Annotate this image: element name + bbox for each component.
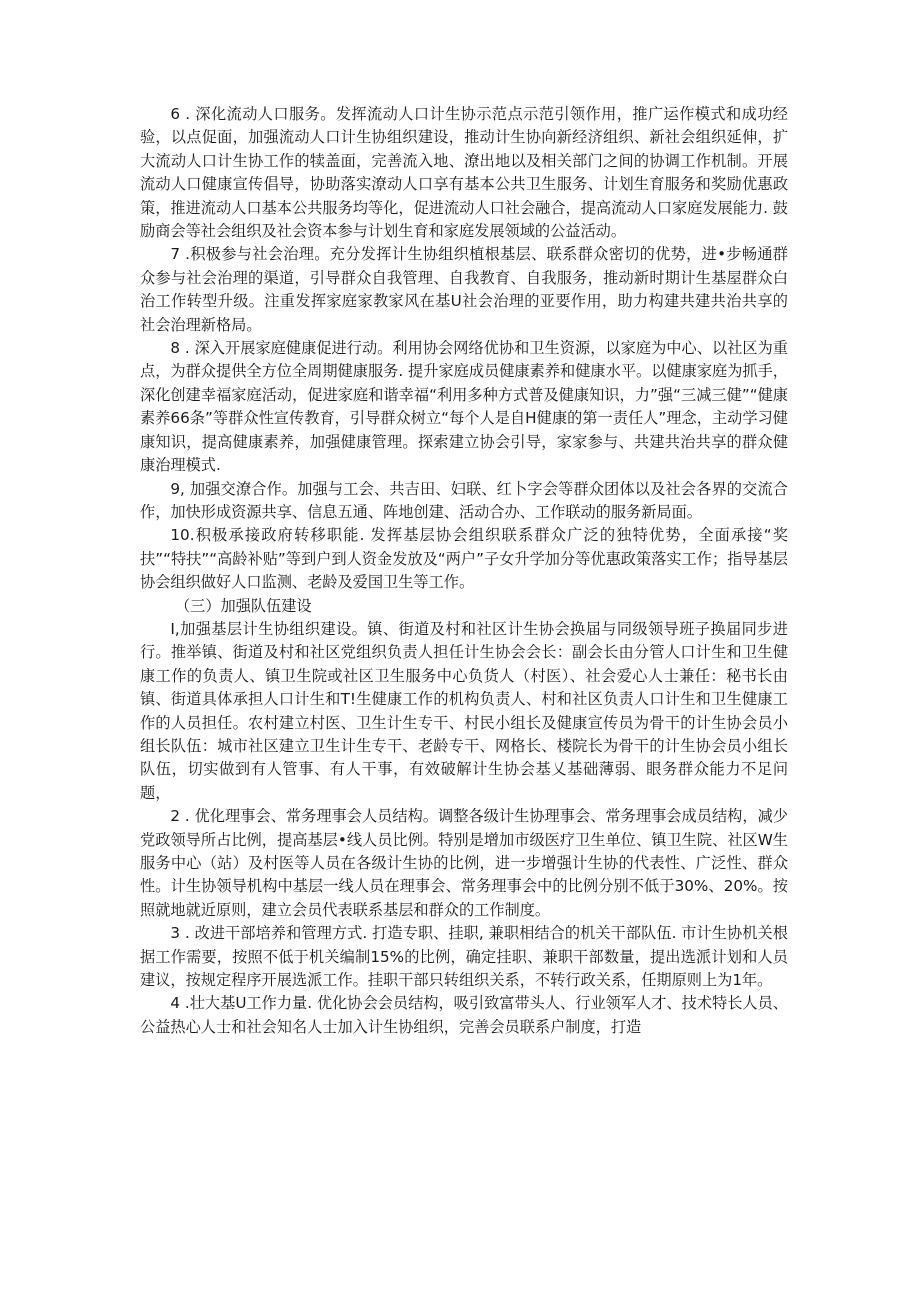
paragraph-item-8-family-health: 8 . 深入开展家庭健康促进行动。利用协会网络优协和卫生资源，以家庭为中心、以社区为重点，为群众提供全方位全周期健康服务. 提升家庭成员健康素养和健康水平。以健康家庭为抓手，深化创建幸福家庭活动，促进家庭和谐幸福“利用多种方式普及健康知识，力”强“三减三健”“健康素养66条”等群众性宣传教育，引导群众树立“每个人是自H健康的第一责任人”理念，主动学习健康知识，提高健康素养，加强健康管理。探索建立协会引导，家家参与、共建共治共享的群众健康治理模式.	[140, 339, 788, 475]
paragraph-item-9-exchange-cooperation: 9, 加强交潦合作。加强与工会、共吉田、妇联、红卜字会等群众团体以及社会各界的交流合作，加快形成资源共享、信息五通、阵地创建、活动合办、工作联动的服务新局面。	[140, 479, 788, 521]
document-body	[140, 103, 788, 1039]
paragraph-item-4-grassroots-strength: 4 .壮大基U工作力量. 优化协会会员结构，吸引致富带头人、行业领军人才、技术特长人员、公益热心人士和社会知名人士加入计生协组织，完善会员联系户制度，打造	[140, 994, 788, 1036]
paragraph-item-1-grassroots-organization: I,加强基层计生协组织建设。镇、街道及村和社区计生协会换届与同级领导班子换届同步进行。推举镇、街道及村和社区党组织负责人担任计生协会会长：副会长由分管人口计生和卫生健康工作的负责人、镇卫生院或社区卫生服务中心负货人（村医）、社会爱心人士兼任：秘书长由镇、街道具体承担人口计生和T!生健康工作的机构负责人、村和社区负责人口计生和卫生健康工作的人员担任。农村建立村医、卫生计生专干、村民小组长及健康宣传员为骨干的计生协会员小组长队伍：城市社区建立卫生计生专干、老龄专干、网格长、楼院长为骨干的计生协会员小组长队伍，切实做到有人管事、有人干事，有效破解计生协会基乂基础薄弱、眼务群众能力不足问题，	[140, 619, 788, 802]
paragraph-item-7-social-governance: 7 .积极参与社会治理。充分发挥计生协组织植根基层、联系群众密切的优势，进•步畅通群众参与社会治理的渠道，引导群众自我管理、自我教育、自我服务，推动新时期计生基屋群众白治工作转型升级。注重发挥家庭家教家风在基U社会治理的亚要作用，助力构建共建共治共享的社会治理新格局。	[140, 245, 788, 334]
section-heading-team-building: （三）加强队伍建设	[174, 596, 312, 615]
paragraph-item-2-council-structure: 2 . 优化理事会、常务理事会人员结构。调整各级计生协理事会、常务理事会成员结构，减少党政领导所占比例，提高基层•线人员比例。特别是增加市级医疗卫生单位、镇卫生院、社区W生服务中心（站）及村医等人员在各级计生协的比例，进一步增强计生协的代表性、广泛性、群众性。计生协领导机构中基层一线人员在理事会、常务理事会中的比例分别不低于30%、20%。按照就地就近原则，建立会员代表联系基层和群众的工作制度。	[140, 807, 788, 919]
paragraph-item-6-floating-population: 6 . 深化流动人口服务。发挥流动人口计生协示范点示范引领作用，推广运作模式和成功经验，以点促面，加强流动人口计生协组织建设，推动计生协向新经济组织、新社会组织延伸，扩大流动人口计生协工作的犊盖面，完善流入地、潦出地以及相关部门之间的协调工作机制。开展流动人口健康宣传倡导，协助落实潦动人口享有基本公共卫生服务、计划生育服务和奖励优惠政策，推进流动人口基本公共服务均等化，促进流动人口社会融合，提高流动人口家庭发展能力. 鼓励商会等社会组织及社会资本参与计划生育和家庭发展领域的公益活动。	[140, 105, 788, 241]
paragraph-item-3-cadre-management: 3 . 改进干部培养和管理方式. 打造专职、挂职, 兼职相结合的机关干部队伍. 市计生协机关根据工作需要，按照不低于机关编制15%的比例，确定挂职、兼职干部数量，提出选派计划和人员建议，按规定程序开展选派工作。挂职干部只转组织关系，不转行政关系，任期原则上为1年。	[140, 924, 788, 990]
paragraph-item-10-government-functions: 10.积极承接政府转移职能. 发挥基层协会组织联系群众广泛的独特优势，全面承接“奖扶”“特扶”“高龄补贴”等到户到人资金发放及“两户”子女升学加分等优惠政策落实工作；指导基层协会组织做好人口监测、老龄及爱国卫生等工作。	[140, 526, 788, 592]
